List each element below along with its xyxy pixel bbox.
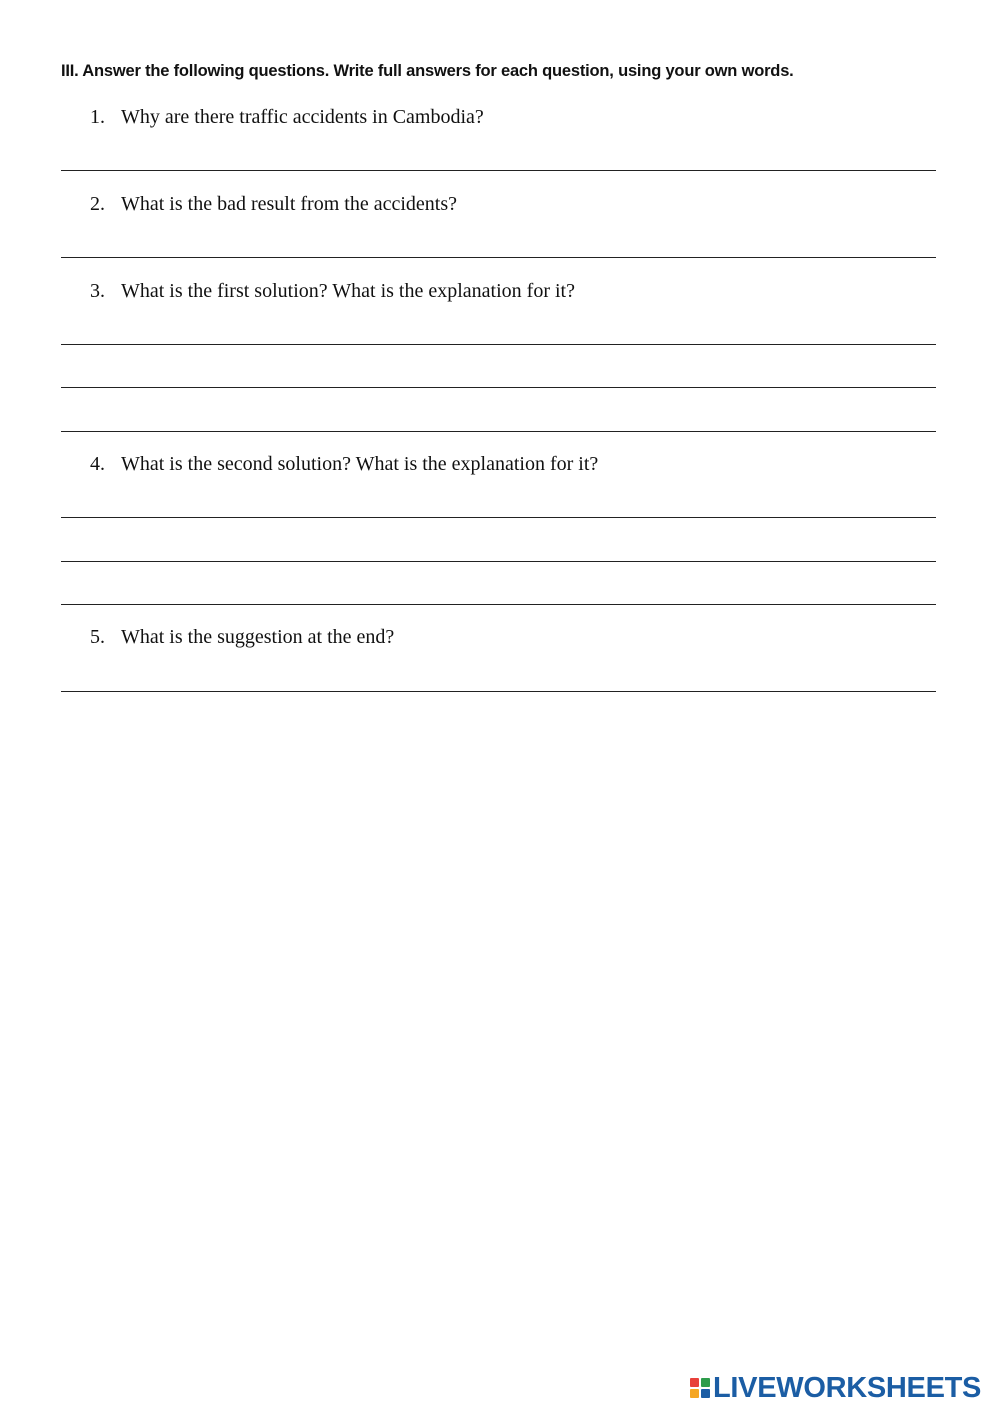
answer-line-5[interactable] xyxy=(61,691,936,692)
logo-square xyxy=(701,1389,710,1398)
answer-line-3c[interactable] xyxy=(61,431,936,432)
question-number: 4. xyxy=(90,453,105,475)
logo-mark-icon xyxy=(690,1378,710,1398)
logo-square xyxy=(690,1389,699,1398)
answer-line-2[interactable] xyxy=(61,257,936,258)
logo-square xyxy=(701,1378,710,1387)
question-5 xyxy=(90,626,394,649)
question-3 xyxy=(90,280,575,303)
answer-line-4a[interactable] xyxy=(61,517,936,518)
question-4 xyxy=(90,453,598,476)
answer-line-1[interactable] xyxy=(61,170,936,171)
question-text: What is the bad result from the accidents? xyxy=(121,193,457,215)
question-number: 3. xyxy=(90,280,105,302)
question-number: 2. xyxy=(90,193,105,215)
question-text: What is the first solution? What is the explanation for it? xyxy=(121,280,575,302)
liveworksheets-logo[interactable] xyxy=(690,1373,981,1403)
question-2 xyxy=(90,193,457,216)
logo-text: LIVEWORKSHEETS xyxy=(713,1372,982,1404)
question-number: 5. xyxy=(90,626,105,648)
question-number: 1. xyxy=(90,106,105,128)
instruction-heading: III. Answer the following questions. Write full answers for each question, using your own words. xyxy=(61,62,794,80)
question-text: Why are there traffic accidents in Cambodia? xyxy=(121,106,484,128)
answer-line-3b[interactable] xyxy=(61,387,936,388)
answer-line-4c[interactable] xyxy=(61,604,936,605)
logo-square xyxy=(690,1378,699,1387)
question-text: What is the suggestion at the end? xyxy=(121,626,395,648)
answer-line-3a[interactable] xyxy=(61,344,936,345)
question-1 xyxy=(90,106,484,129)
answer-line-4b[interactable] xyxy=(61,561,936,562)
question-text: What is the second solution? What is the explanation for it? xyxy=(121,453,599,475)
